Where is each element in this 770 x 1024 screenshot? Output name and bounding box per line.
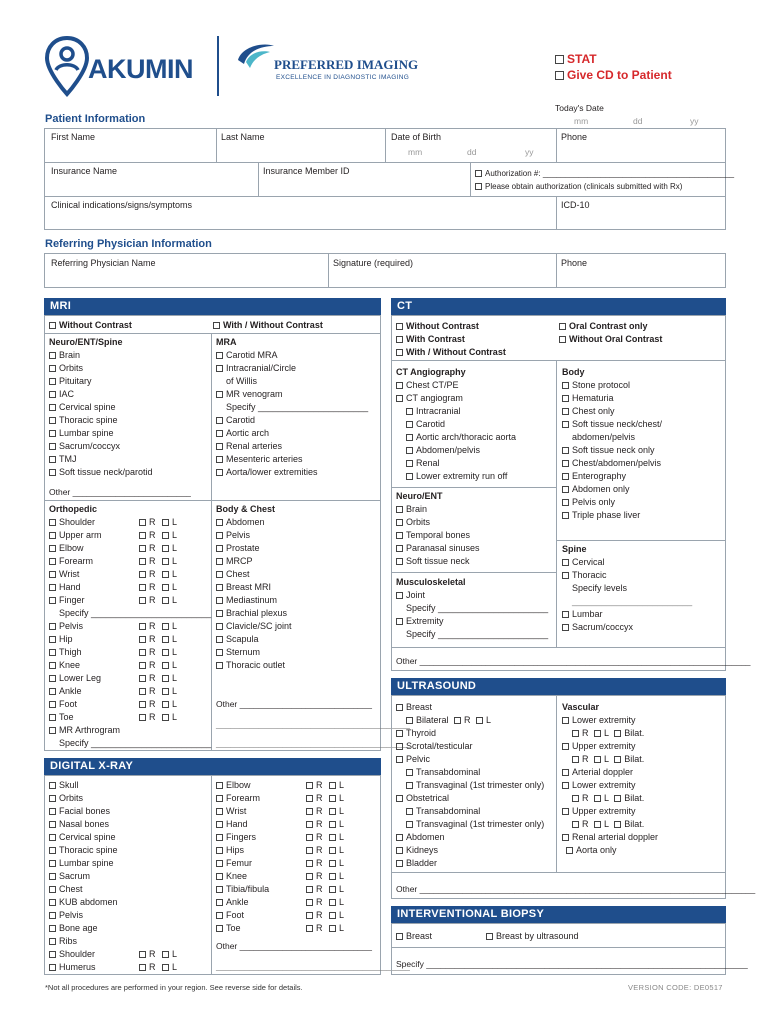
ct-body-item[interactable]: Chest/abdomen/pelvis xyxy=(562,457,662,470)
xray-item[interactable]: Thoracic spine xyxy=(49,844,118,857)
mri-ortho-item[interactable]: Lower Leg xyxy=(49,672,211,685)
mri-body-item[interactable]: Mediastinum xyxy=(216,594,292,607)
dob-label: Date of Birth xyxy=(391,132,442,142)
rl-pair[interactable]: R L xyxy=(306,805,344,818)
mri-body-item[interactable]: Scapula xyxy=(216,633,292,646)
mri-body-item[interactable]: Pelvis xyxy=(216,529,292,542)
us-item[interactable]: Kidneys xyxy=(396,844,544,857)
akumin-pin-icon xyxy=(44,36,90,98)
patient-phone-label: Phone xyxy=(561,132,588,142)
xray-item[interactable]: Foot xyxy=(216,909,269,922)
us-vascular-list xyxy=(562,701,658,857)
mri-ortho-item[interactable]: Finger xyxy=(49,594,211,607)
mri-neuro-list xyxy=(49,336,153,479)
xray-item[interactable]: Humerus xyxy=(49,961,118,974)
icd10-label: ICD-10 xyxy=(561,200,590,210)
ct-spine-heading: Spine xyxy=(562,544,587,554)
ct-body-item[interactable]: Soft tissue neck/chest/ xyxy=(562,418,662,431)
ct-angio-sub[interactable]: Renal xyxy=(396,457,516,470)
icd10-field[interactable] xyxy=(561,200,590,210)
us-vasc-item[interactable]: Lower extremity xyxy=(562,714,658,727)
us-vasc-item[interactable]: Aorta only xyxy=(562,844,658,857)
rl-pair[interactable]: R L xyxy=(306,857,344,870)
ct-body-item[interactable]: Triple phase liver xyxy=(562,509,662,522)
mri-ortho-item[interactable]: Hand xyxy=(49,581,211,594)
rl-pair[interactable]: R L xyxy=(139,672,177,685)
xray-item[interactable]: KUB abdomen xyxy=(49,896,118,909)
ct-contrast-list xyxy=(396,320,506,359)
ct-body-item[interactable]: Enterography xyxy=(562,470,662,483)
ct-msk-list xyxy=(396,576,548,641)
physician-name-field[interactable] xyxy=(51,258,156,268)
ir-breast[interactable] xyxy=(396,931,432,941)
version-code: VERSION CODE: DE0517 xyxy=(628,983,723,992)
obtain-auth-checkbox[interactable] xyxy=(475,182,682,191)
rl-pair[interactable]: R L xyxy=(139,698,177,711)
xray-item[interactable]: Nasal bones xyxy=(49,818,118,831)
xray-item[interactable]: Sacrum xyxy=(49,870,118,883)
ct-spine-item[interactable]: Thoracic xyxy=(562,569,692,582)
ct-angio-sub[interactable]: Lower extremity run off xyxy=(396,470,516,483)
mri-ortho-item[interactable]: Upper arm xyxy=(49,529,211,542)
mri-with-without-label: With / Without Contrast xyxy=(223,320,323,330)
mri-ortho-item[interactable]: Pelvis xyxy=(49,620,211,633)
ct-msk-item[interactable]: Joint xyxy=(396,589,548,602)
xray-other[interactable]: Other ____________________________ xyxy=(216,941,372,951)
rl-pair[interactable]: R L xyxy=(306,818,344,831)
us-item[interactable]: Thyroid xyxy=(396,727,544,740)
xray-item[interactable]: Fingers xyxy=(216,831,269,844)
mri-mra-item-cont: of Willis xyxy=(226,376,257,386)
dob-dd: dd xyxy=(467,147,477,157)
ct-spine-item[interactable]: Cervical xyxy=(562,556,692,569)
mri-header: MRI xyxy=(44,298,381,315)
ir-specify[interactable]: Specify ____________________________________________________________________ xyxy=(396,959,748,969)
mri-mra-item[interactable]: Intracranial/Circle xyxy=(216,362,368,375)
mri-ortho-item[interactable]: Thigh xyxy=(49,646,211,659)
physician-title: Referring Physician Information xyxy=(45,238,212,250)
xray-left-list xyxy=(49,779,118,974)
rl-pair[interactable]: R L xyxy=(139,633,177,646)
rl-pair[interactable]: R L xyxy=(139,961,177,974)
us-vasc-item[interactable]: Renal arterial doppler xyxy=(562,831,658,844)
ct-neuro-item[interactable]: Brain xyxy=(396,503,480,516)
us-item[interactable]: Obstetrical xyxy=(396,792,544,805)
ct-neuro-item[interactable]: Temporal bones xyxy=(396,529,480,542)
mri-ortho-specify[interactable]: Specify ________________________ xyxy=(59,608,212,618)
rl-pair[interactable]: R L xyxy=(306,831,344,844)
us-item[interactable]: Bladder xyxy=(396,857,544,870)
mri-mra-item[interactable]: Carotid MRA xyxy=(216,349,368,362)
us-sub-item[interactable]: Transabdominal xyxy=(396,766,544,779)
xray-item[interactable]: Cervical spine xyxy=(49,831,118,844)
us-vasc-item[interactable]: Upper extremity xyxy=(562,740,658,753)
patient-info-title: Patient Information xyxy=(45,113,146,125)
today-mm: mm xyxy=(574,116,589,126)
ct-body-item-cont: abdomen/pelvis xyxy=(572,432,636,442)
ct-angio-item[interactable]: CT angiogram xyxy=(396,392,516,405)
preferred-imaging-logo xyxy=(236,40,426,90)
preferred-imaging-name: PREFERRED IMAGING xyxy=(274,57,419,72)
mri-ortho-item[interactable]: Forearm xyxy=(49,555,211,568)
ct-neuro-item[interactable]: Paranasal sinuses xyxy=(396,542,480,555)
mri-other-body-line[interactable]: _________________________________________ xyxy=(216,738,410,748)
rl-pair[interactable]: R L xyxy=(306,896,344,909)
rl-pair[interactable]: R L xyxy=(306,883,344,896)
ct-oral-list xyxy=(559,320,662,346)
mri-other-neuro[interactable]: Other _________________________ xyxy=(49,487,191,497)
rl-pair[interactable]: R L xyxy=(139,620,177,633)
rl-pair[interactable]: R L xyxy=(139,516,177,529)
insurance-id-label: Insurance Member ID xyxy=(263,166,350,176)
dob-mm: mm xyxy=(408,147,423,157)
mri-ortho-item[interactable]: Wrist xyxy=(49,568,211,581)
todays-date-field[interactable] xyxy=(540,114,726,128)
xray-item[interactable]: Pelvis xyxy=(49,909,118,922)
ct-header: CT xyxy=(391,298,726,315)
mri-neuro-item[interactable]: Pituitary xyxy=(49,375,153,388)
rl-pair[interactable]: R L xyxy=(139,659,177,672)
xray-item[interactable]: Femur xyxy=(216,857,269,870)
ir-breast-us[interactable] xyxy=(486,931,579,941)
mri-ortho-item[interactable]: Ankle xyxy=(49,685,211,698)
today-dd: dd xyxy=(633,116,643,126)
mri-body-item[interactable]: MRCP xyxy=(216,555,292,568)
mri-mra-item[interactable]: Carotid xyxy=(216,414,368,427)
mri-mra-item[interactable]: Aortic arch xyxy=(216,427,368,440)
footer-note: *Not all procedures are performed in your region. See reverse side for details. xyxy=(45,983,303,992)
rl-pair[interactable]: R L xyxy=(139,646,177,659)
mri-without-label: Without Contrast xyxy=(59,320,132,330)
mri-mra-item[interactable]: Renal arteries xyxy=(216,440,368,453)
mri-ortho-item[interactable]: Toe xyxy=(49,711,211,724)
ct-spine-item[interactable]: Sacrum/coccyx xyxy=(562,621,692,634)
rl-pair[interactable]: R L xyxy=(306,792,344,805)
xray-other-line[interactable]: _________________________________________ xyxy=(216,961,410,971)
mri-ortho-item[interactable]: Knee xyxy=(49,659,211,672)
signature-field[interactable] xyxy=(333,258,413,268)
swoosh-icon xyxy=(236,40,276,74)
us-vasc-rl[interactable]: R L Bilat. xyxy=(562,792,658,805)
ir-breast-us-label: Breast by ultrasound xyxy=(496,931,579,941)
akumin-logo xyxy=(44,36,204,100)
mri-ortho-rl xyxy=(139,516,177,724)
first-name-label: First Name xyxy=(51,132,96,142)
xray-right-list xyxy=(216,779,269,935)
ct-oral-option[interactable]: Oral Contrast only xyxy=(559,320,662,333)
ct-spine-list xyxy=(562,543,692,634)
us-item[interactable]: Pelvic xyxy=(396,753,544,766)
mri-body-heading: Body & Chest xyxy=(216,504,276,514)
xray-item[interactable]: Ankle xyxy=(216,896,269,909)
rl-pair[interactable]: R L xyxy=(306,844,344,857)
ir-breast-label: Breast xyxy=(406,931,433,941)
first-name-field[interactable] xyxy=(51,132,95,142)
rl-pair[interactable]: R L xyxy=(139,568,177,581)
mri-with-without-contrast[interactable] xyxy=(213,320,323,330)
xray-item[interactable]: Wrist xyxy=(216,805,269,818)
rl-pair[interactable]: R L xyxy=(306,779,344,792)
authorization-checkbox[interactable] xyxy=(475,169,734,178)
us-vasc-rl[interactable]: R L Bilat. xyxy=(562,818,658,831)
ct-body-heading: Body xyxy=(562,367,585,377)
dob-yy: yy xyxy=(525,147,534,157)
xray-header: DIGITAL X-RAY xyxy=(44,758,381,775)
rl-pair[interactable]: R L xyxy=(139,594,177,607)
us-header: ULTRASOUND xyxy=(391,678,726,695)
mri-body-item[interactable]: Clavicle/SC joint xyxy=(216,620,292,633)
physician-phone-field[interactable] xyxy=(561,258,587,268)
us-sub-item[interactable]: Transvaginal (1st trimester only) xyxy=(396,818,544,831)
mri-neuro-item[interactable]: TMJ xyxy=(49,453,153,466)
xray-item[interactable]: Ribs xyxy=(49,935,118,948)
ct-spine-item[interactable]: Lumbar xyxy=(562,608,692,621)
authorization-label: Authorization #: ___________________________________________ xyxy=(485,169,735,178)
xray-item[interactable]: Knee xyxy=(216,870,269,883)
mri-ortho-specify[interactable]: Specify ________________________ xyxy=(59,738,212,748)
mri-other-body-line[interactable]: _________________________________________ xyxy=(216,719,410,729)
xray-item[interactable]: Lumbar spine xyxy=(49,857,118,870)
xray-item[interactable]: Elbow xyxy=(216,779,269,792)
mri-neuro-item[interactable]: Lumbar spine xyxy=(49,427,153,440)
ct-neuro-item[interactable]: Orbits xyxy=(396,516,480,529)
mri-mra-list xyxy=(216,336,368,479)
us-item[interactable]: Scrotal/testicular xyxy=(396,740,544,753)
mri-ortho-list xyxy=(49,503,211,750)
xray-item[interactable]: Hips xyxy=(216,844,269,857)
rl-pair[interactable]: R L xyxy=(139,685,177,698)
mri-neuro-item[interactable]: Thoracic spine xyxy=(49,414,153,427)
ct-contrast-option[interactable]: With Contrast xyxy=(396,333,506,346)
insurance-name-field[interactable] xyxy=(51,166,117,176)
rl-pair[interactable]: R L xyxy=(139,542,177,555)
ct-body-list xyxy=(562,366,662,522)
ct-angio-heading: CT Angiography xyxy=(396,367,466,377)
ct-contrast-option[interactable]: Without Contrast xyxy=(396,320,506,333)
mri-neuro-item[interactable]: Brain xyxy=(49,349,153,362)
us-other[interactable]: Other _______________________________________________________________________ xyxy=(396,884,756,894)
insurance-name-label: Insurance Name xyxy=(51,166,118,176)
ct-oral-option[interactable]: Without Oral Contrast xyxy=(559,333,662,346)
mri-mra-item[interactable]: Aorta/lower extremities xyxy=(216,466,368,479)
us-vasc-rl[interactable]: R L Bilat. xyxy=(562,727,658,740)
stat-label: STAT xyxy=(567,52,597,66)
rl-pair[interactable]: R L xyxy=(306,909,344,922)
mri-body-item[interactable]: Prostate xyxy=(216,542,292,555)
ct-neuro-item[interactable]: Soft tissue neck xyxy=(396,555,480,568)
ct-spine-levels: Specify levels xyxy=(572,583,628,593)
ct-body-item[interactable]: Stone protocol xyxy=(562,379,662,392)
ct-msk-heading: Musculoskeletal xyxy=(396,577,466,587)
dob-field[interactable] xyxy=(391,132,551,158)
us-left-list xyxy=(396,701,544,870)
mri-neuro-item[interactable]: Soft tissue neck/parotid xyxy=(49,466,153,479)
ct-msk-item[interactable]: Extremity xyxy=(396,615,548,628)
rl-pair[interactable]: R L xyxy=(139,581,177,594)
physician-name-label: Referring Physician Name xyxy=(51,258,156,268)
obtain-auth-label: Please obtain authorization (clinicals submitted with Rx) xyxy=(485,182,683,191)
mri-neuro-item[interactable]: Sacrum/coccyx xyxy=(49,440,153,453)
mri-ortho-item[interactable]: Elbow xyxy=(49,542,211,555)
today-yy: yy xyxy=(690,116,699,126)
mri-ortho-item[interactable]: Shoulder xyxy=(49,516,211,529)
ct-neuro-list xyxy=(396,490,480,568)
mri-ortho-item[interactable]: MR Arthrogram xyxy=(49,724,211,737)
mri-without-contrast[interactable] xyxy=(49,320,132,330)
us-vasc-item[interactable]: Upper extremity xyxy=(562,805,658,818)
ct-body-item[interactable]: Abdomen only xyxy=(562,483,662,496)
rl-pair[interactable]: R L xyxy=(139,948,177,961)
logo-divider xyxy=(217,36,219,96)
ct-body-item[interactable]: Chest only xyxy=(562,405,662,418)
rl-pair[interactable]: R L xyxy=(306,870,344,883)
mri-body-item[interactable]: Breast MRI xyxy=(216,581,292,594)
xray-item[interactable]: Orbits xyxy=(49,792,118,805)
us-sub-item[interactable]: Transabdominal xyxy=(396,805,544,818)
last-name-label: Last Name xyxy=(221,132,265,142)
us-bilateral[interactable]: Bilateral R L xyxy=(396,714,544,727)
physician-phone-label: Phone xyxy=(561,258,588,268)
ct-angio-sub[interactable]: Intracranial xyxy=(396,405,516,418)
mri-body-item[interactable]: Sternum xyxy=(216,646,292,659)
xray-left-rl xyxy=(139,948,177,974)
rl-pair[interactable]: R L xyxy=(139,529,177,542)
rl-pair[interactable]: R L xyxy=(139,555,177,568)
xray-item[interactable]: Shoulder xyxy=(49,948,118,961)
mri-neuro-item[interactable]: Orbits xyxy=(49,362,153,375)
ct-angio-sub[interactable]: Aortic arch/thoracic aorta xyxy=(396,431,516,444)
ct-angio-sub[interactable]: Carotid xyxy=(396,418,516,431)
clinical-label: Clinical indications/signs/symptoms xyxy=(51,200,193,210)
ct-neuro-heading: Neuro/ENT xyxy=(396,491,443,501)
us-item[interactable]: Breast xyxy=(396,701,544,714)
mri-mra-specify[interactable]: Specify ______________________ xyxy=(226,402,369,412)
rl-pair[interactable]: R L xyxy=(306,922,344,935)
ct-msk-specify[interactable]: Specify ______________________ xyxy=(406,603,549,613)
mri-body-item[interactable]: Chest xyxy=(216,568,292,581)
give-cd-checkbox[interactable] xyxy=(555,68,672,82)
ir-header: INTERVENTIONAL BIOPSY xyxy=(391,906,726,923)
stat-checkbox[interactable] xyxy=(555,52,597,66)
mri-body-item[interactable]: Brachial plexus xyxy=(216,607,292,620)
xray-item[interactable]: Bone age xyxy=(49,922,118,935)
last-name-field[interactable] xyxy=(221,132,265,142)
xray-right-rl xyxy=(306,779,344,935)
us-sub-item[interactable]: Transvaginal (1st trimester only) xyxy=(396,779,544,792)
ct-angio-item[interactable]: Chest CT/PE xyxy=(396,379,516,392)
preferred-imaging-tagline: EXCELLENCE IN DIAGNOSTIC IMAGING xyxy=(276,74,410,81)
ct-contrast-option[interactable]: With / Without Contrast xyxy=(396,346,506,359)
us-vasc-rl[interactable]: R L Bilat. xyxy=(562,753,658,766)
us-vasc-item[interactable]: Arterial doppler xyxy=(562,766,658,779)
ct-body-item[interactable]: Pelvis only xyxy=(562,496,662,509)
akumin-wordmark: AKUMIN xyxy=(88,54,193,84)
mri-ortho-item[interactable]: Hip xyxy=(49,633,211,646)
mri-other-body[interactable]: Other ____________________________ xyxy=(216,699,372,709)
ct-body-item[interactable]: Soft tissue neck only xyxy=(562,444,662,457)
ct-angio-list xyxy=(396,366,516,483)
mri-mra-item[interactable]: MR venogram xyxy=(216,388,368,401)
signature-label: Signature (required) xyxy=(333,258,414,268)
mri-neuro-item[interactable]: Cervical spine xyxy=(49,401,153,414)
patient-phone-field[interactable] xyxy=(561,132,587,142)
insurance-id-field[interactable] xyxy=(263,166,350,176)
mri-mra-heading: MRA xyxy=(216,337,237,347)
clinical-field[interactable] xyxy=(51,200,192,210)
rl-pair[interactable]: R L xyxy=(139,711,177,724)
mri-body-item[interactable]: Thoracic outlet xyxy=(216,659,292,672)
xray-item[interactable]: Hand xyxy=(216,818,269,831)
mri-neuro-item[interactable]: IAC xyxy=(49,388,153,401)
mri-body-list xyxy=(216,503,292,672)
xray-item[interactable]: Tibia/fibula xyxy=(216,883,269,896)
xray-item[interactable]: Skull xyxy=(49,779,118,792)
us-vasc-item[interactable]: Lower extremity xyxy=(562,779,658,792)
us-item[interactable]: Abdomen xyxy=(396,831,544,844)
xray-item[interactable]: Chest xyxy=(49,883,118,896)
xray-item[interactable]: Forearm xyxy=(216,792,269,805)
ct-msk-specify[interactable]: Specify ______________________ xyxy=(406,629,549,639)
ct-spine-levels-line[interactable]: ________________________ xyxy=(572,596,693,606)
give-cd-label: Give CD to Patient xyxy=(567,68,672,82)
mri-mra-item[interactable]: Mesenteric arteries xyxy=(216,453,368,466)
mri-body-item[interactable]: Abdomen xyxy=(216,516,292,529)
mri-ortho-heading: Orthopedic xyxy=(49,504,98,514)
todays-date-label: Today's Date xyxy=(555,103,604,113)
ct-other[interactable]: Other ______________________________________________________________________ xyxy=(396,656,751,666)
ct-body-item[interactable]: Hematuria xyxy=(562,392,662,405)
us-vascular-heading: Vascular xyxy=(562,702,600,712)
xray-item[interactable]: Toe xyxy=(216,922,269,935)
mri-ortho-item[interactable]: Foot xyxy=(49,698,211,711)
ct-angio-sub[interactable]: Abdomen/pelvis xyxy=(396,444,516,457)
mri-neuro-heading: Neuro/ENT/Spine xyxy=(49,337,123,347)
xray-item[interactable]: Facial bones xyxy=(49,805,118,818)
